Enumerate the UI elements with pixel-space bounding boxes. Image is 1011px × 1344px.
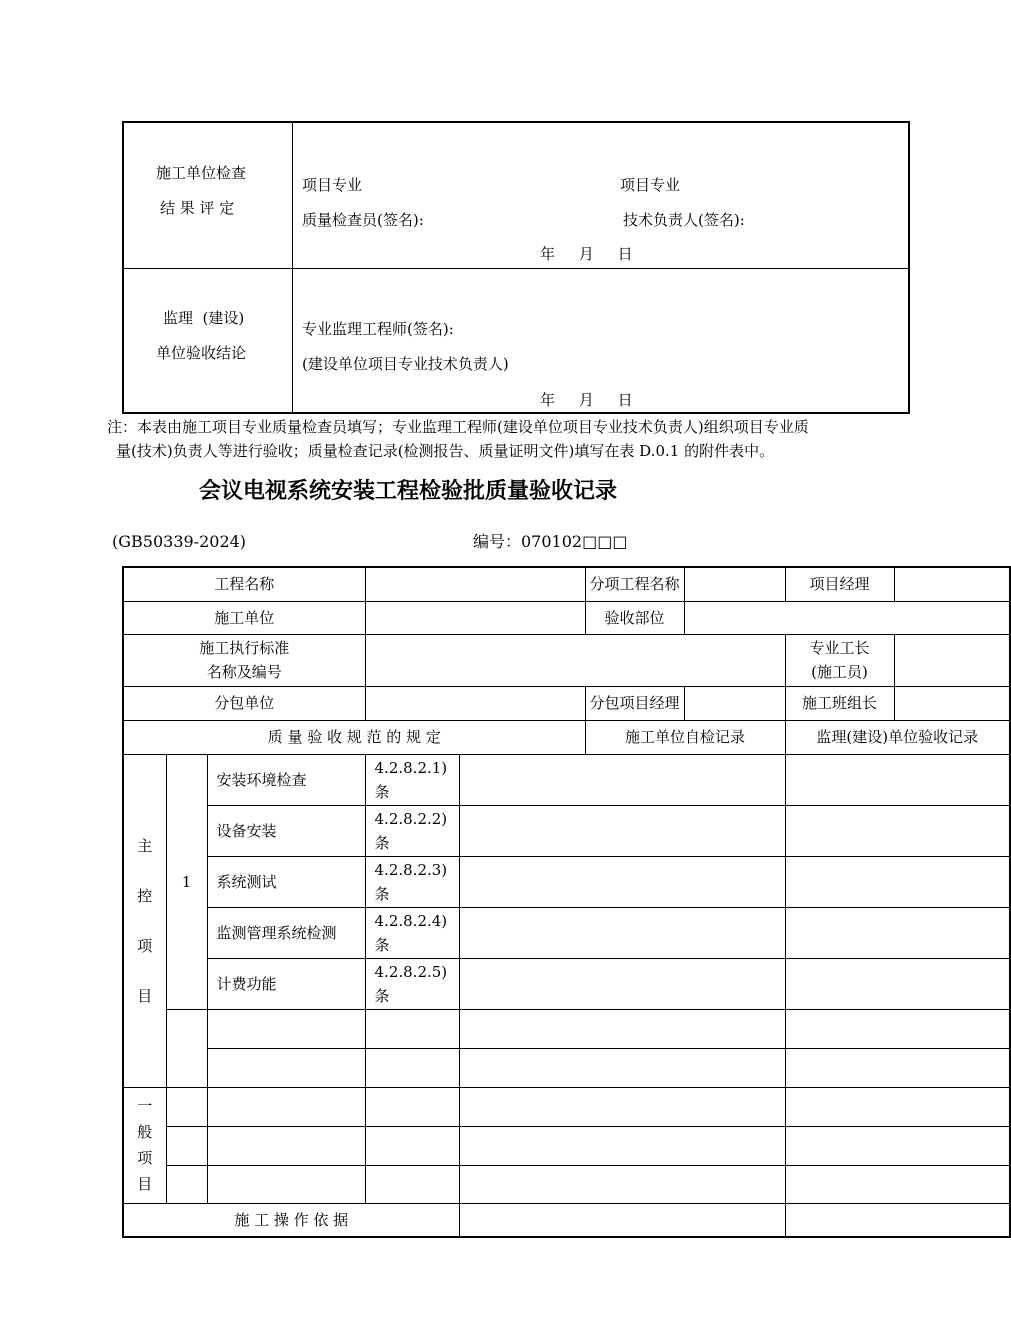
general-item-clause[interactable] (365, 1165, 459, 1203)
supervision-cell[interactable] (785, 1126, 1010, 1165)
self-check-cell[interactable] (459, 1126, 785, 1165)
supervision-cell[interactable] (785, 805, 1010, 856)
item-clause (365, 754, 459, 805)
supervision-date[interactable]: 年 月 日 (540, 391, 633, 409)
note-line-2: 量(技术)负责人等进行验收；质量检查记录(检测报告、质量证明文件)填写在表 D.0.1 的附件表中。 (116, 442, 775, 460)
self-check-cell[interactable] (459, 856, 785, 907)
team-leader-value[interactable] (894, 686, 1010, 720)
main-control-char: 控 (137, 886, 153, 905)
item-clause-suffix: 条 (374, 884, 390, 903)
item-clause (365, 856, 459, 907)
empty-item-clause[interactable] (365, 1009, 459, 1048)
item-clause-number: 4.2.8.2.4) (374, 911, 448, 930)
general-item-name[interactable] (207, 1126, 365, 1165)
item-clause-suffix: 条 (374, 935, 390, 954)
standard-code: (GB50339-2024) (112, 532, 247, 551)
inspection-result-label-line1: 施工单位检查 (156, 164, 247, 182)
construction-basis-supervision[interactable] (785, 1203, 1010, 1237)
item-clause-suffix: 条 (374, 782, 390, 801)
project-manager-label: 项目经理 (785, 567, 894, 601)
foreman-label-line2: (施工员) (811, 663, 868, 681)
top-form-row-divider (124, 268, 908, 269)
project-name-value[interactable] (365, 567, 585, 601)
acceptance-part-value[interactable] (684, 601, 1010, 634)
main-control-group-number: 1 (166, 754, 207, 1009)
inspection-result-label-line2: 结 果 评 定 (160, 199, 235, 217)
supervision-conclusion-label-line2: 单位验收结论 (156, 344, 247, 362)
general-items-char: 目 (137, 1175, 153, 1193)
construction-basis-value[interactable] (459, 1203, 785, 1237)
empty-item-clause[interactable] (365, 1048, 459, 1087)
self-check-cell[interactable] (459, 958, 785, 1009)
self-check-cell[interactable] (459, 1087, 785, 1126)
owner-tech-lead-note: (建设单位项目专业技术负责人) (302, 355, 509, 373)
item-clause-number: 4.2.8.2.3) (374, 860, 448, 879)
supervision-cell[interactable] (785, 754, 1010, 805)
tech-lead-signature[interactable]: 技术负责人(签名): (623, 211, 745, 229)
item-clause-number: 4.2.8.2.2) (374, 809, 448, 828)
standard-label-line2: 名称及编号 (206, 663, 282, 681)
note-line-1: 注：本表由施工项目专业质量检查员填写；专业监理工程师(建设单位项目专业技术负责人)组织项目专业质 (107, 418, 809, 436)
self-check-cell[interactable] (459, 1048, 785, 1087)
form-title: 会议电视系统安装工程检验批质量验收记录 (199, 479, 618, 504)
foreman-label-line1: 专业工长 (809, 639, 870, 657)
supervision-cell[interactable] (785, 1165, 1010, 1203)
general-item-number[interactable] (166, 1126, 207, 1165)
self-check-cell[interactable] (459, 1009, 785, 1048)
general-item-number[interactable] (166, 1165, 207, 1203)
project-manager-value[interactable] (894, 567, 1010, 601)
main-control-char: 项 (137, 936, 153, 955)
general-items-char: 一 (137, 1097, 153, 1115)
self-check-cell[interactable] (459, 754, 785, 805)
tech-lead-title: 项目专业 (620, 176, 681, 194)
quality-inspector-signature[interactable]: 质量检查员(签名): (302, 211, 424, 229)
top-form-col-divider (292, 123, 293, 412)
self-check-cell[interactable] (459, 805, 785, 856)
self-check-cell[interactable] (459, 907, 785, 958)
inspection-date[interactable]: 年 月 日 (540, 245, 633, 263)
standard-label (123, 634, 365, 686)
general-items-char: 般 (137, 1123, 153, 1141)
spec-column-header: 质 量 验 收 规 范 的 规 定 (123, 720, 585, 754)
supervision-conclusion-label-line1: 监理 (建设) (163, 309, 245, 327)
general-item-number[interactable] (166, 1087, 207, 1126)
empty-group-number[interactable] (166, 1009, 207, 1087)
project-name-label: 工程名称 (123, 567, 365, 601)
supervision-cell[interactable] (785, 1048, 1010, 1087)
sub-manager-value[interactable] (684, 686, 785, 720)
acceptance-part-label: 验收部位 (585, 601, 684, 634)
item-clause-suffix: 条 (374, 833, 390, 852)
item-clause (365, 958, 459, 1009)
general-items-label (123, 1087, 166, 1203)
self-check-column-header: 施工单位自检记录 (585, 720, 785, 754)
general-item-name[interactable] (207, 1087, 365, 1126)
sub-manager-label: 分包项目经理 (585, 686, 684, 720)
item-name: 安装环境检查 (207, 754, 365, 805)
item-name: 系统测试 (207, 856, 365, 907)
construction-unit-value[interactable] (365, 601, 585, 634)
foreman-value[interactable] (894, 634, 1010, 686)
standard-value[interactable] (365, 634, 785, 686)
supervision-cell[interactable] (785, 1087, 1010, 1126)
quality-inspector-title: 项目专业 (302, 176, 363, 194)
sub-project-name-value[interactable] (684, 567, 785, 601)
item-clause (365, 805, 459, 856)
form-number[interactable]: 编号：070102□□□ (473, 532, 628, 551)
supervising-engineer-signature[interactable]: 专业监理工程师(签名): (302, 320, 454, 338)
construction-basis-label: 施 工 操 作 依 据 (123, 1203, 459, 1237)
main-control-label (123, 754, 166, 1087)
general-item-clause[interactable] (365, 1126, 459, 1165)
item-clause-number: 4.2.8.2.1) (374, 758, 448, 777)
subcontractor-value[interactable] (365, 686, 585, 720)
general-items-char: 项 (137, 1149, 153, 1167)
acceptance-record-table (122, 566, 1011, 1238)
supervision-cell[interactable] (785, 1009, 1010, 1048)
item-clause (365, 907, 459, 958)
empty-item-name[interactable] (207, 1048, 365, 1087)
construction-unit-label: 施工单位 (123, 601, 365, 634)
main-control-char: 主 (137, 836, 153, 855)
subcontractor-label: 分包单位 (123, 686, 365, 720)
sub-project-name-label: 分项工程名称 (585, 567, 684, 601)
supervision-cell[interactable] (785, 907, 1010, 958)
standard-label-line1: 施工执行标准 (199, 639, 290, 657)
self-check-cell[interactable] (459, 1165, 785, 1203)
general-item-clause[interactable] (365, 1087, 459, 1126)
item-name: 计费功能 (207, 958, 365, 1009)
general-item-name[interactable] (207, 1165, 365, 1203)
empty-item-name[interactable] (207, 1009, 365, 1048)
team-leader-label: 施工班组长 (785, 686, 894, 720)
item-name: 设备安装 (207, 805, 365, 856)
supervision-cell[interactable] (785, 856, 1010, 907)
item-clause-number: 4.2.8.2.5) (374, 962, 448, 981)
foreman-label (785, 634, 894, 686)
item-name: 监测管理系统检测 (207, 907, 365, 958)
supervision-column-header: 监理(建设)单位验收记录 (785, 720, 1010, 754)
supervision-cell[interactable] (785, 958, 1010, 1009)
main-control-char: 目 (137, 986, 153, 1005)
item-clause-suffix: 条 (374, 986, 390, 1005)
